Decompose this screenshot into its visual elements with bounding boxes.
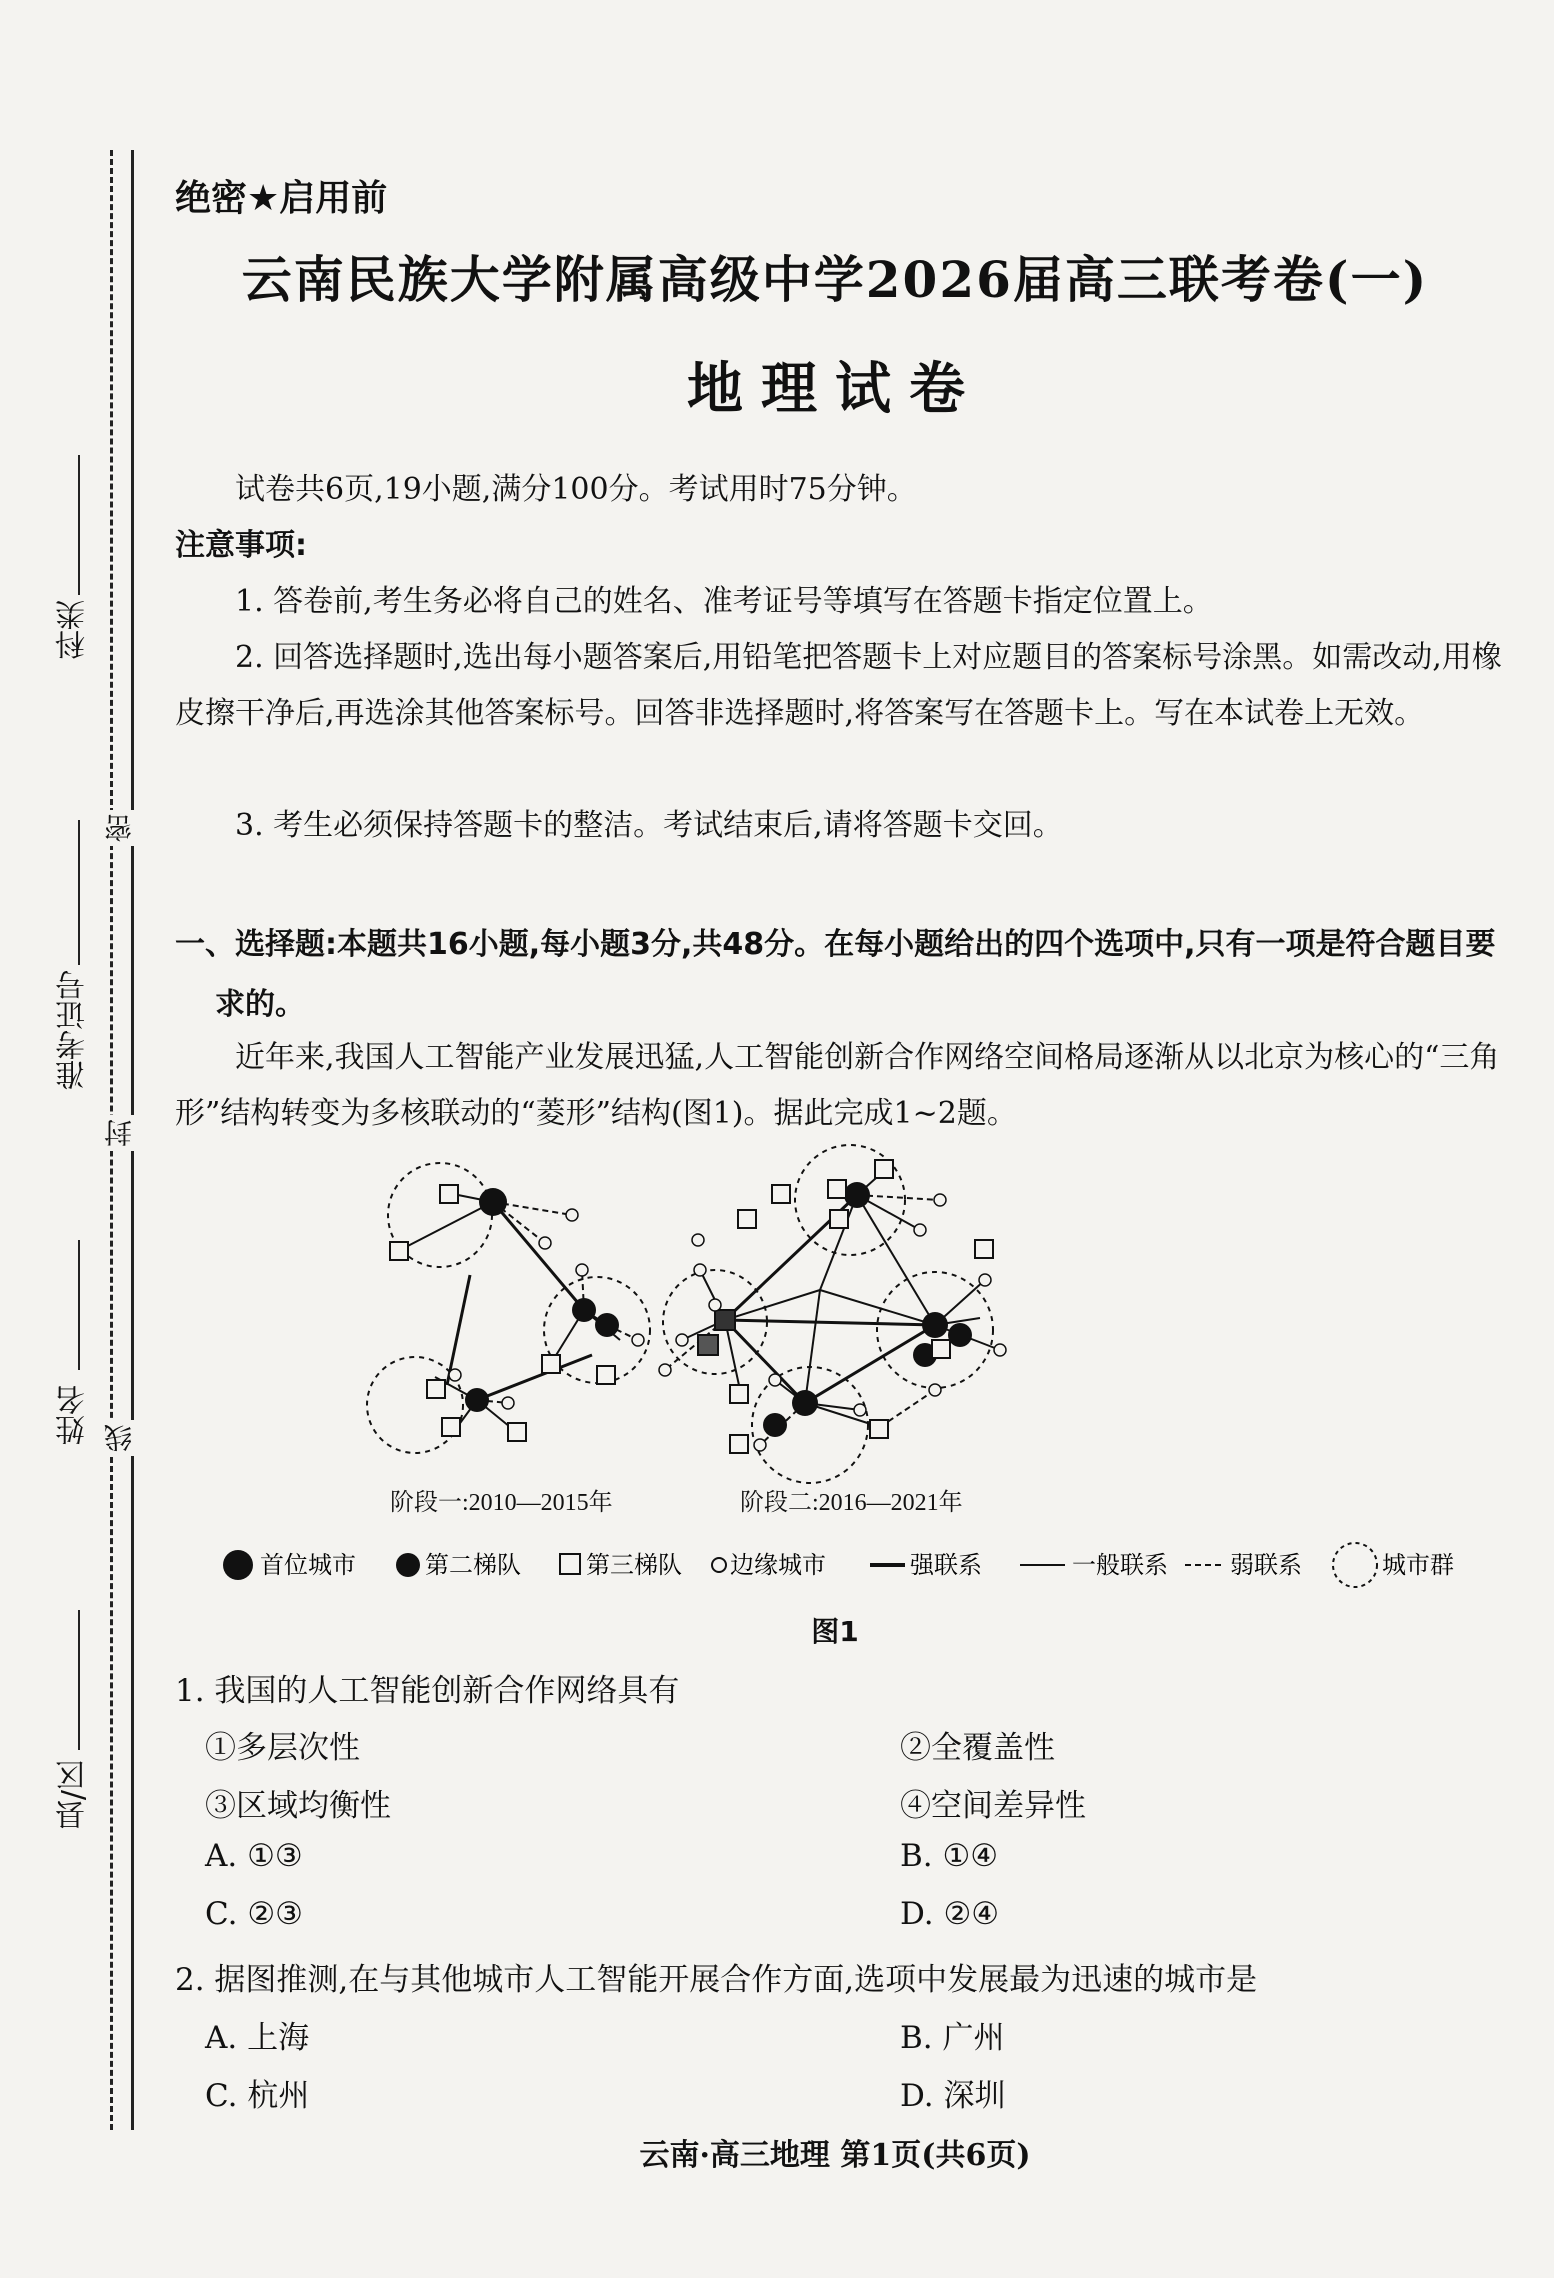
q1-option-a: A. ①③ <box>205 1838 303 1874</box>
exam-info: 试卷共6页,19小题,满分100分。考试用时75分钟。 <box>235 472 917 507</box>
q1-item-1: ①多层次性 <box>205 1730 360 1766</box>
field-label-name: 姓名 <box>56 1385 91 1445</box>
legend-second-tier-icon <box>396 1553 420 1577</box>
field-line-county <box>78 1610 80 1750</box>
legend-primary-city-icon <box>223 1550 253 1580</box>
q1-option-d: D. ②④ <box>900 1896 1000 1932</box>
legend-strong-link: 强联系 <box>910 1551 982 1579</box>
legend-weak-link: 弱联系 <box>1230 1551 1302 1579</box>
q1-option-b: B. ①④ <box>900 1838 999 1874</box>
question-2-stem: 2. 据图推测,在与其他城市人工智能开展合作方面,选项中发展最为迅速的城市是 <box>175 1962 1258 1998</box>
note-item-1: 1. 答卷前,考生务必将自己的姓名、准考证号等填写在答题卡指定位置上。 <box>235 584 1213 619</box>
legend-cluster-icon <box>1333 1543 1377 1587</box>
question-1-stem: 1. 我国的人工智能创新合作网络具有 <box>175 1673 680 1709</box>
q1-item-2: ②全覆盖性 <box>900 1730 1055 1766</box>
q1-item-4: ④空间差异性 <box>900 1788 1086 1824</box>
stage2-label: 阶段二:2016—2021年 <box>740 1490 963 1516</box>
passage: 近年来,我国人工智能产业发展迅猛,人工智能创新合作网络空间格局逐渐从以北京为核心的“三角形”结构转变为多核联动的“菱形”结构(图1)。据此完成1~2题。 <box>175 1040 1500 1131</box>
notes-heading: 注意事项: <box>175 528 307 563</box>
q1-option-c: C. ②③ <box>205 1896 303 1932</box>
field-label-exam-id: 准考证号 <box>56 970 91 1090</box>
q2-option-c: C. 杭州 <box>205 2078 310 2114</box>
exam-title: 云南民族大学附属高级中学2026届高三联考卷(一) <box>241 250 1429 309</box>
field-line-exam-id <box>78 820 80 965</box>
stage1-nodes <box>390 1185 644 1441</box>
legend-edge-city-icon <box>712 1558 726 1572</box>
q2-option-d: D. 深圳 <box>900 2078 1006 2114</box>
legend-third-tier: 第三梯队 <box>586 1551 682 1579</box>
field-label-subject: 科类 <box>56 600 91 660</box>
stage1-label: 阶段一:2010—2015年 <box>390 1490 613 1516</box>
section-heading: 一、选择题:本题共16小题,每小题3分,共48分。在每小题给出的四个选项中,只有一项是符合题目要求的。 <box>175 927 1496 1022</box>
field-label-county: 县/区 <box>56 1760 91 1831</box>
figure-legend <box>220 1540 1520 1590</box>
legend-normal-link: 一般联系 <box>1072 1551 1168 1579</box>
page-footer: 云南·高三地理 第1页(共6页) <box>639 2138 1031 2173</box>
stage2-nodes <box>659 1160 1006 1453</box>
legend-second-tier: 第二梯队 <box>425 1551 521 1579</box>
field-line-subject <box>78 455 80 595</box>
seal-char-xian: 线 <box>100 1420 140 1456</box>
network-figure <box>360 1140 1460 1540</box>
legend-edge-city: 边缘城市 <box>730 1551 826 1579</box>
q2-option-b: B. 广州 <box>900 2020 1005 2056</box>
q1-item-3: ③区域均衡性 <box>205 1788 391 1824</box>
legend-third-tier-icon <box>560 1554 580 1574</box>
seal-char-feng: 封 <box>100 1115 140 1151</box>
confidential-mark: 绝密★启用前 <box>175 178 388 219</box>
note-item-2: 2. 回答选择题时,选出每小题答案后,用铅笔把答题卡上对应题目的答案标号涂黑。如需改动,用橡皮擦干净后,再选涂其他答案标号。回答非选择题时,将答案写在答题卡上。写在本试卷上无效。 <box>175 640 1502 731</box>
q2-option-a: A. 上海 <box>205 2020 310 2056</box>
note-item-3: 3. 考生必须保持答题卡的整洁。考试结束后,请将答题卡交回。 <box>235 808 1063 843</box>
figure-caption: 图1 <box>811 1615 859 1648</box>
legend-primary-city: 首位城市 <box>260 1551 356 1579</box>
seal-char-mi: 密 <box>100 810 140 846</box>
subject-title: 地理试卷 <box>687 357 983 422</box>
legend-cluster: 城市群 <box>1382 1551 1454 1579</box>
field-line-name <box>78 1240 80 1370</box>
